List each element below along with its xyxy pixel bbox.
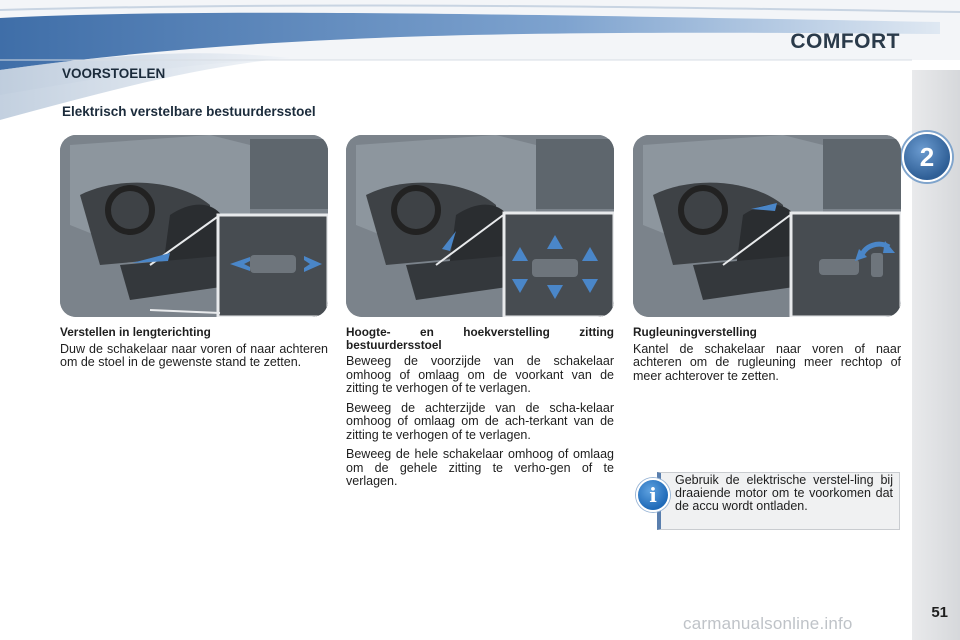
column-paragraph: Beweeg de achterzijde van de scha-kelaar omhoog of omlaag om de ach-terkant van de zitting te verhogen of te verlagen.	[346, 400, 614, 442]
photo-seat-height-tilt	[346, 135, 614, 317]
page-heading: VOORSTOELEN	[62, 66, 166, 81]
column-paragraph: Beweeg de hele schakelaar omhoog of omlaag om de gehele zitting te verho-gen of te verlagen.	[346, 447, 614, 488]
column-paragraph: Kantel de schakelaar naar voren of naar achteren om de rugleuning meer rechtop of meer achterover te zetten.	[633, 341, 901, 383]
page-number: 51	[931, 604, 948, 621]
column-backrest	[633, 326, 901, 389]
page-subheading: Elektrisch verstelbare bestuurdersstoel	[62, 104, 316, 119]
column-paragraph: Duw de schakelaar naar voren of naar achteren om de stoel in de gewenste stand te zetten.	[60, 341, 328, 369]
column-title: Hoogte- en hoekverstelling zitting bestuurdersstoel	[346, 325, 614, 352]
watermark: carmanualsonline.info	[683, 614, 853, 633]
column-lengthwise	[60, 326, 328, 376]
photo-seat-backrest	[633, 135, 901, 317]
column-height-tilt	[346, 326, 614, 495]
column-paragraph: Beweeg de voorzijde van de schakelaar omhoog of omlaag om de voorkant van de zitting te verhogen of te verlagen.	[346, 354, 614, 395]
info-note-text: Gebruik de elektrische verstel-ling bij draaiende motor om te voorkomen dat de accu wordt ontladen.	[675, 473, 893, 513]
column-title: Rugleuningverstelling	[633, 325, 757, 339]
section-title: COMFORT	[790, 30, 900, 53]
photo-seat-lengthwise	[60, 135, 328, 317]
column-title: Verstellen in lengterichting	[60, 325, 211, 339]
info-icon: i	[636, 478, 670, 512]
chapter-badge: 2	[902, 132, 952, 182]
